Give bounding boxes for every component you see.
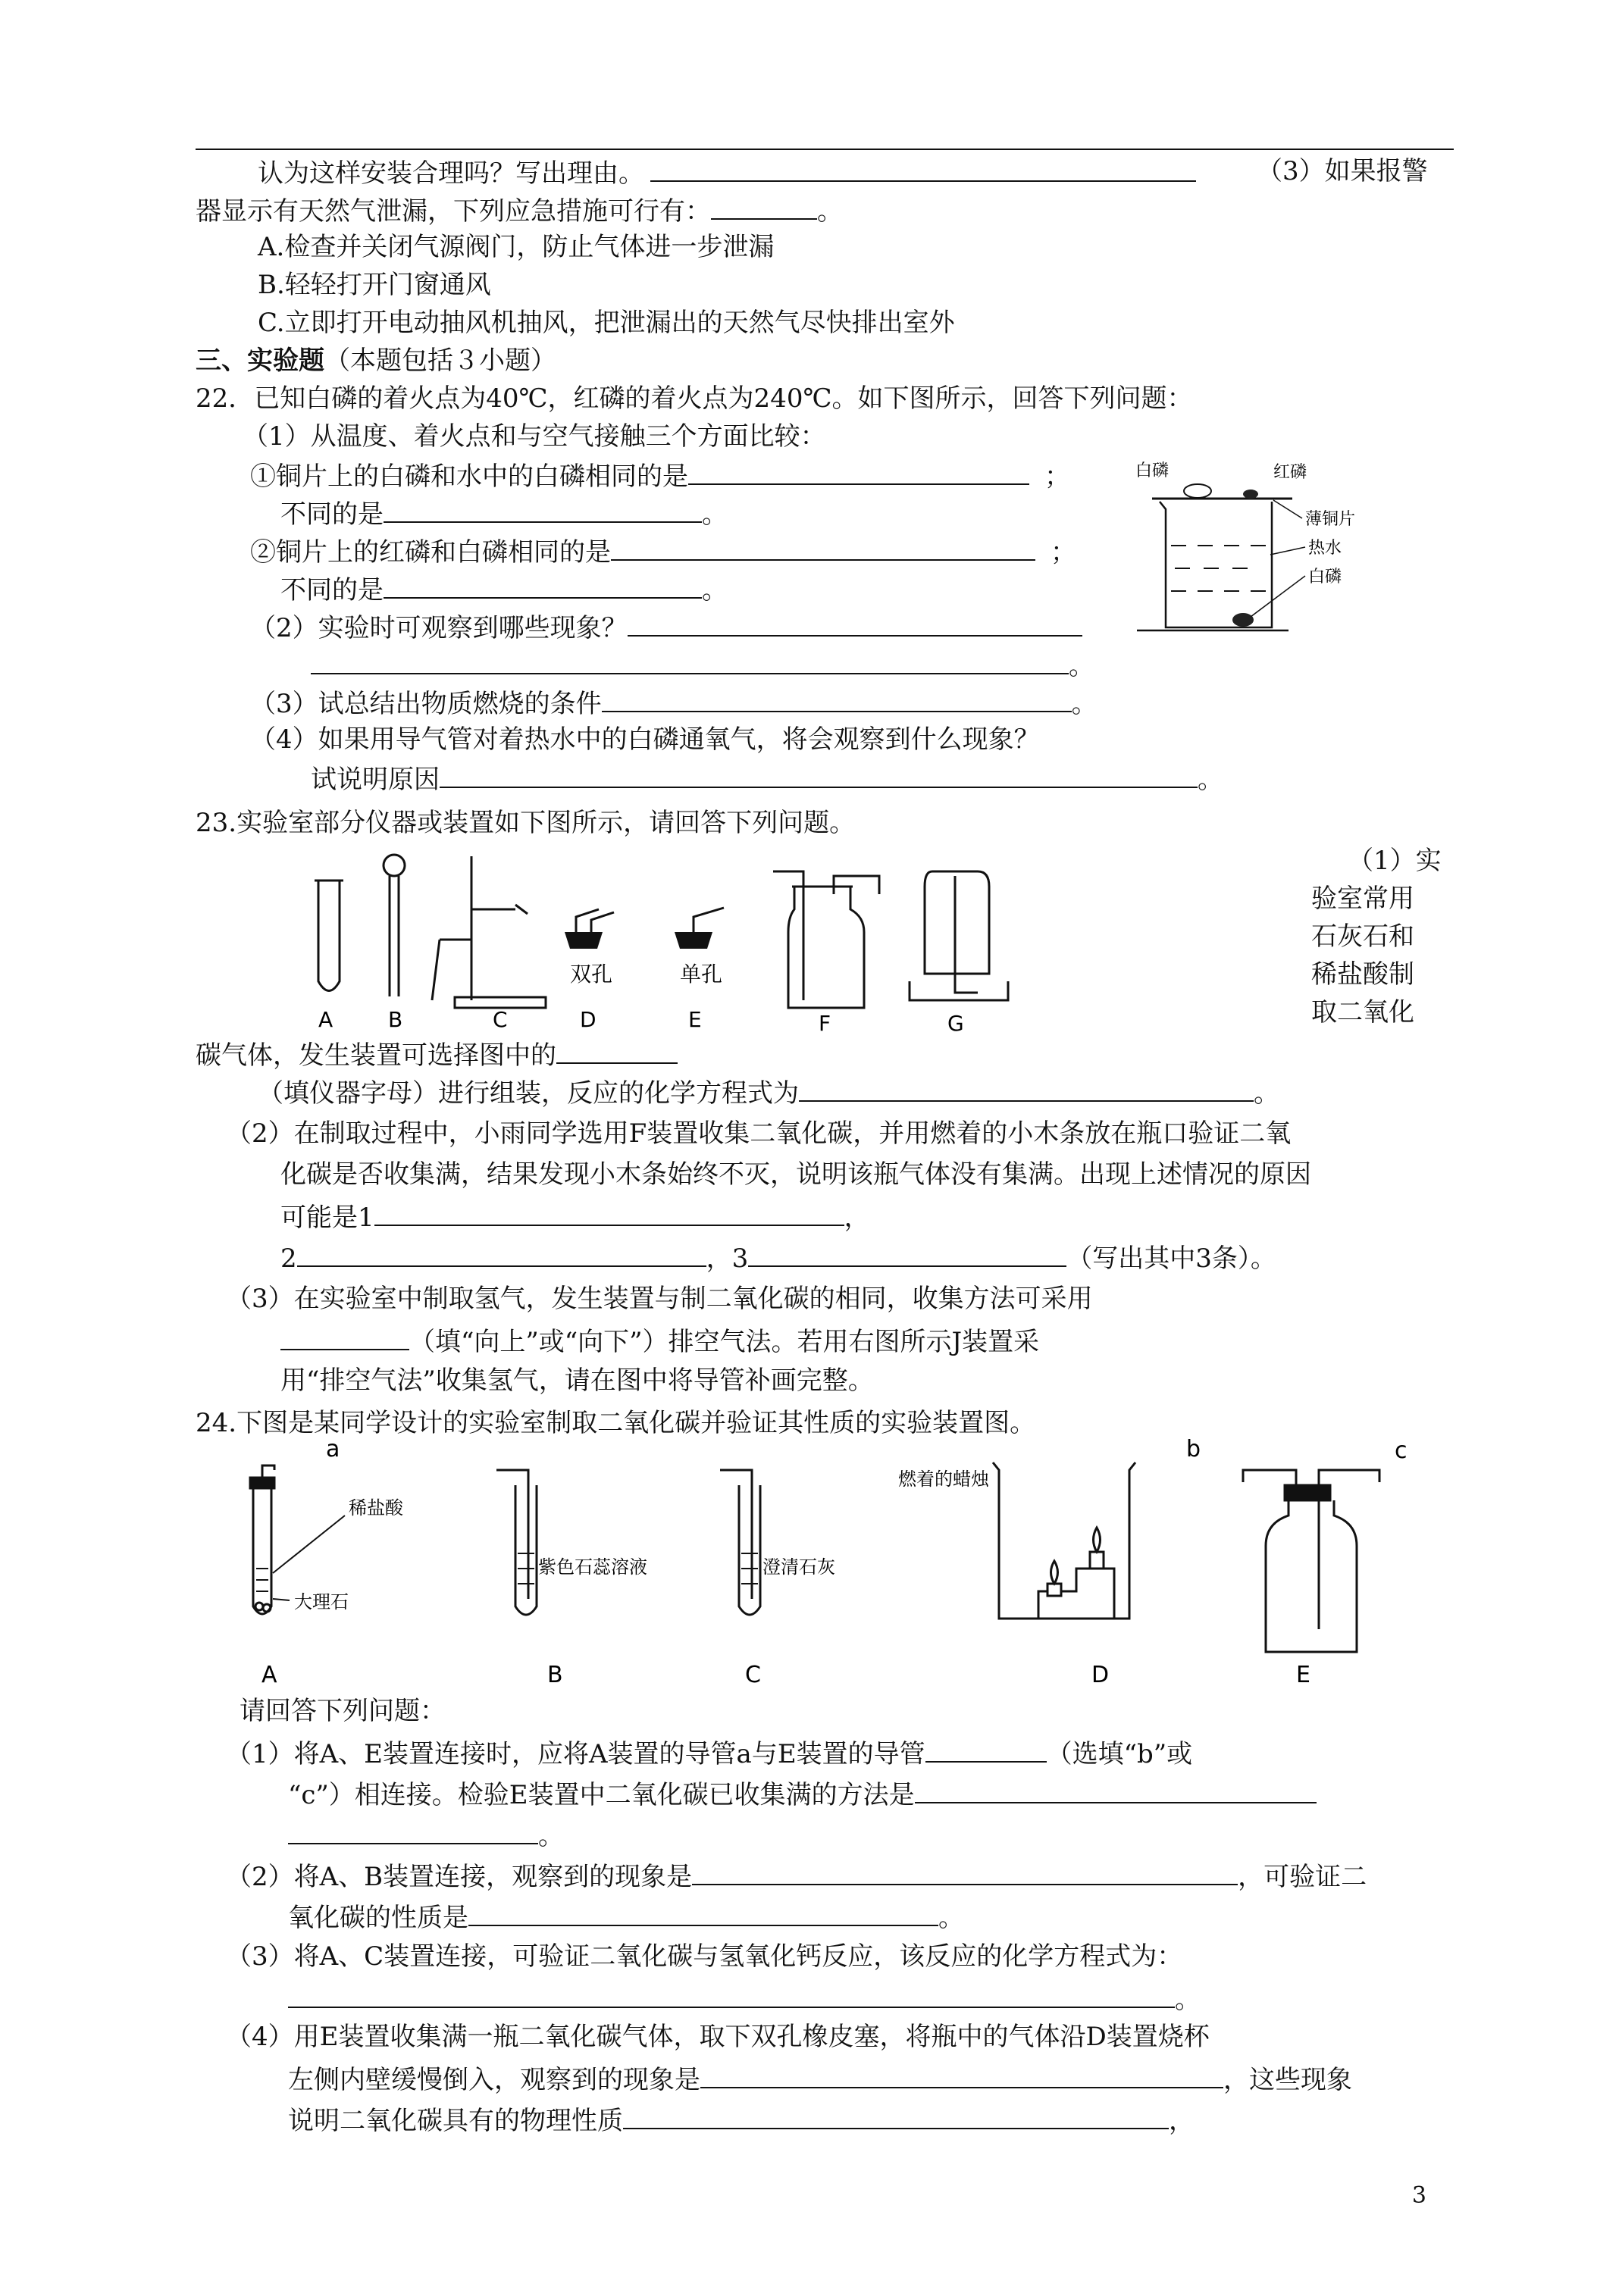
- q24-pour-phenomenon-blank[interactable]: [700, 2061, 1223, 2088]
- apparatus-e-stopper: [675, 908, 724, 949]
- q22-part3: （3）试总结出物质燃烧的条件 。: [250, 685, 1098, 721]
- q22-3-blank[interactable]: [602, 685, 1072, 712]
- q22-1a-diff-blank[interactable]: [384, 496, 702, 523]
- apparatus-b-funnel: [384, 855, 405, 996]
- q24-apparatus-figure: [227, 1436, 1455, 1697]
- q22-1b-same-blank[interactable]: [611, 533, 1035, 561]
- label-device-b: B: [547, 1662, 563, 1688]
- q22-part1b: ②铜片上的红磷和白磷相同的是 ；: [250, 533, 1076, 569]
- label-litmus: 紫色石蕊溶液: [538, 1556, 647, 1578]
- label-device-c: C: [745, 1662, 761, 1688]
- q24-part4-c: 说明二氧化碳具有的物理性质 ，: [288, 2102, 1195, 2138]
- label-marble: 大理石: [294, 1591, 349, 1613]
- q22-4-blank[interactable]: [440, 761, 1198, 788]
- q23-equation-blank[interactable]: [799, 1074, 1254, 1102]
- q23-apparatus-figure: [303, 849, 1016, 1036]
- q24-full-check-blank-2[interactable]: [288, 1817, 538, 1844]
- q23-side-2: 验室常用: [1311, 884, 1414, 914]
- apparatus-d-stopper: [565, 909, 614, 949]
- page-number: 3: [1411, 2182, 1426, 2209]
- q23-part3-a: （3）在实验室中制取氢气，发生装置与制二氧化碳的相同，收集方法可采用: [226, 1284, 1093, 1314]
- q23-part2-a: （2）在制取过程中，小雨同学选用F装置收集二氧化碳，并用燃着的小木条放在瓶口验证二氧: [226, 1118, 1292, 1149]
- q21-measures-blank[interactable]: [711, 192, 817, 220]
- q24-physical-property-blank[interactable]: [623, 2102, 1169, 2129]
- label-device-a: A: [261, 1662, 277, 1688]
- q24-device-b: [496, 1470, 537, 1615]
- apparatus-f-bottle: [773, 871, 879, 1008]
- label-candle: 燃着的蜡烛: [898, 1469, 989, 1490]
- q24-part2-b: 氧化碳的性质是 。: [288, 1899, 964, 1935]
- q21-line1-suffix: （3）如果报警: [1257, 156, 1428, 186]
- top-rule: [196, 149, 1454, 150]
- label-red-phosphorus: 红磷: [1273, 463, 1307, 482]
- q23-direction-blank[interactable]: [280, 1323, 409, 1350]
- q21-line1-prefix: 认为这样安装合理吗？写出理由。: [258, 158, 644, 189]
- q24-intro: 请回答下列问题：: [240, 1696, 446, 1726]
- q24-part1-b: “c”）相连接。检验E装置中二氧化碳已收集满的方法是: [288, 1776, 1317, 1812]
- label-apparatus-b: B: [388, 1007, 403, 1032]
- q21-reason-blank[interactable]: [650, 155, 1196, 182]
- label-apparatus-g: G: [947, 1011, 964, 1036]
- label-apparatus-d: D: [580, 1007, 597, 1032]
- q24-part3: （3）将A、C装置连接，可验证二氧化碳与氢氧化钙反应，该反应的化学方程式为：: [226, 1941, 1183, 1972]
- label-white-phosphorus-top: 白磷: [1135, 461, 1170, 480]
- q22-2-blank-2[interactable]: [311, 647, 1069, 674]
- q23-part1-line2: （填仪器字母）进行组装，反应的化学方程式为 。: [258, 1074, 1279, 1110]
- q24-device-d: [993, 1462, 1135, 1619]
- q24-device-c: [720, 1470, 760, 1615]
- q23-side-5: 取二氧化: [1311, 997, 1414, 1028]
- q24-tube-blank[interactable]: [925, 1735, 1047, 1763]
- label-stopper-double: 双孔: [570, 962, 613, 987]
- q23-reason2-blank[interactable]: [297, 1240, 706, 1267]
- q22-stem: 22．已知白磷的着火点为40℃，红磷的着火点为240℃。如下图所示，回答下列问题：: [196, 383, 1193, 414]
- q22-part4b: 试说明原因 。: [311, 761, 1223, 796]
- label-copper-plate: 薄铜片: [1305, 510, 1356, 529]
- q23-part3-b: （填“向上”或“向下”）排空气法。若用右图所示J装置采: [280, 1323, 1039, 1359]
- q23-side-4: 稀盐酸制: [1311, 959, 1414, 990]
- label-apparatus-e: E: [688, 1007, 702, 1032]
- q21-line1: [258, 155, 1196, 190]
- q24-device-e: [1243, 1470, 1379, 1652]
- apparatus-c-stand: [432, 856, 546, 1008]
- label-b-tube-end: b: [1186, 1436, 1201, 1462]
- q23-reason3-blank[interactable]: [748, 1240, 1066, 1267]
- apparatus-a-test-tube: [315, 881, 343, 991]
- q23-apparatus-blank[interactable]: [556, 1037, 678, 1064]
- q23-part2-b: 化碳是否收集满，结果发现小木条始终不灭，说明该瓶气体没有集满。出现上述情况的原因: [280, 1159, 1311, 1190]
- label-c-tube-end: c: [1395, 1437, 1408, 1464]
- label-apparatus-c: C: [493, 1007, 508, 1032]
- q21-option-c: C.立即打开电动抽风机抽风，把泄漏出的天然气尽快排出室外: [258, 308, 955, 338]
- q21-option-a: A.检查并关闭气源阀门，防止气体进一步泄漏: [258, 232, 775, 262]
- q22-part1: （1）从温度、着火点和与空气接触三个方面比较：: [243, 421, 826, 452]
- label-a-tube-end: a: [326, 1436, 340, 1462]
- label-device-d: D: [1091, 1662, 1110, 1688]
- q22-part1b-diff: 不同的是 。: [280, 571, 728, 607]
- q23-part2-c: 可能是1 ，: [280, 1199, 870, 1234]
- q24-part4-b: 左侧内壁缓慢倒入，观察到的现象是 ，这些现象: [288, 2061, 1352, 2097]
- section3-heading: [196, 344, 556, 377]
- label-device-e: E: [1296, 1662, 1310, 1688]
- q24-phenomenon-blank[interactable]: [692, 1858, 1238, 1885]
- q22-beaker-figure: [1129, 455, 1379, 644]
- q22-part4: （4）如果用导气管对着热水中的白磷通氧气，将会观察到什么现象？: [250, 724, 1040, 755]
- label-stopper-single: 单孔: [680, 962, 723, 987]
- label-apparatus-a: A: [318, 1007, 333, 1032]
- q23-side-1: （1）实: [1348, 846, 1442, 876]
- section3-title: 三、实验题: [196, 346, 324, 376]
- q23-part3-c: 用“排空气法”收集氢气，请在图中将导管补画完整。: [280, 1365, 874, 1396]
- q22-part1a: ①铜片上的白磷和水中的白磷相同的是 ；: [250, 458, 1070, 493]
- q23-reason1-blank[interactable]: [374, 1199, 844, 1226]
- q21-option-b: B.轻轻打开门窗通风: [258, 270, 491, 300]
- q23-part2-d: 2 ，3 （写出其中3条）。: [280, 1240, 1276, 1275]
- q24-part1-a: （1）将A、E装置连接时，应将A装置的导管a与E装置的导管 （选填“b”或: [226, 1735, 1192, 1771]
- q21-line2: 器显示有天然气泄漏，下列应急措施可行有： 。: [196, 192, 843, 228]
- q24-part4-a: （4）用E装置收集满一瓶二氧化碳气体，取下双孔橡皮塞，将瓶中的气体沿D装置烧杯: [226, 2022, 1210, 2052]
- q22-1a-same-blank[interactable]: [688, 458, 1029, 485]
- q23-part1-cont: 碳气体，发生装置可选择图中的: [196, 1037, 678, 1072]
- q22-1b-diff-blank[interactable]: [384, 571, 702, 599]
- q24-equation-blank[interactable]: [288, 1981, 1175, 2008]
- q24-part1-c: 。: [288, 1817, 564, 1853]
- label-hot-water: 热水: [1308, 539, 1342, 558]
- section3-note: （本题包括３小题）: [324, 346, 556, 376]
- q23-side-3: 石灰石和: [1311, 921, 1414, 952]
- q22-part1a-diff: 不同的是 。: [280, 496, 728, 531]
- q24-stem: 24.下图是某同学设计的实验室制取二氧化碳并验证其性质的实验装置图。: [196, 1408, 1036, 1438]
- q24-property-blank[interactable]: [468, 1899, 938, 1926]
- label-white-phosphorus-bottom: 白磷: [1308, 568, 1342, 587]
- q24-full-check-blank-1[interactable]: [915, 1776, 1317, 1803]
- label-apparatus-f: F: [819, 1011, 831, 1036]
- q23-stem: 23.实验室部分仪器或装置如下图所示，请回答下列问题。: [196, 808, 856, 838]
- label-acid: 稀盐酸: [349, 1497, 403, 1519]
- label-limewater: 澄清石灰: [762, 1556, 835, 1578]
- q22-part2-cont: 。: [311, 647, 1094, 683]
- apparatus-g-bottle: [910, 871, 1008, 1000]
- q24-part2-a: （2）将A、B装置连接，观察到的现象是 ，可验证二: [226, 1858, 1367, 1894]
- q22-2-blank-1[interactable]: [628, 609, 1082, 637]
- q22-part2: （2）实验时可观察到哪些现象？: [250, 609, 1082, 645]
- q24-part3-answer: 。: [288, 1981, 1201, 2016]
